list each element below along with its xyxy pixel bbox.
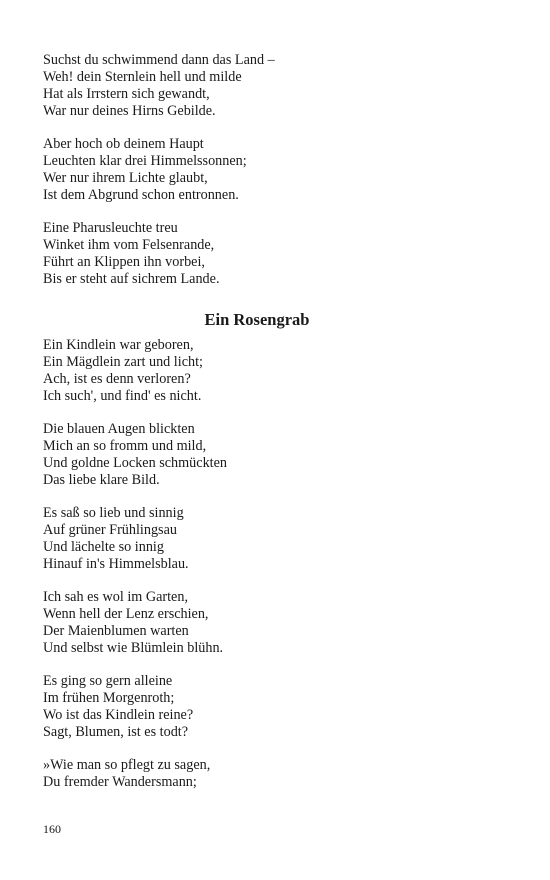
verse-line: Du fremder Wandersmann; [43, 774, 197, 790]
verse-line: War nur deines Hirns Gebilde. [43, 103, 216, 119]
page-number: 160 [43, 822, 61, 836]
verse-line: Ist dem Abgrund schon entronnen. [43, 187, 239, 203]
poem-title: Ein Rosengrab [204, 310, 310, 329]
verse-line: Wenn hell der Lenz erschien, [43, 606, 209, 622]
verse-line: Führt an Klippen ihn vorbei, [43, 254, 205, 270]
verse-line: Weh! dein Sternlein hell und milde [43, 69, 242, 85]
verse-line: Eine Pharusleuchte treu [43, 220, 178, 236]
verse-line: Der Maienblumen warten [43, 623, 189, 639]
verse-line: Auf grüner Frühlingsau [43, 522, 177, 538]
verse-line: Ein Kindlein war geboren, [43, 337, 194, 353]
verse-line: »Wie man so pflegt zu sagen, [43, 757, 211, 773]
stanza [43, 220, 220, 288]
verse-line: Ich sah es wol im Garten, [43, 589, 188, 605]
verse-line: Und selbst wie Blümlein blühn. [43, 640, 224, 656]
stanza [43, 337, 203, 405]
verse-line: Ich such', und find' es nicht. [43, 388, 202, 404]
verse-line: Das liebe klare Bild. [43, 472, 160, 488]
verse-line: Es ging so gern alleine [43, 673, 173, 689]
verse-line: Im frühen Morgenroth; [43, 690, 175, 706]
stanza [43, 673, 193, 741]
stanza [43, 589, 223, 657]
stanza [43, 136, 247, 204]
stanza [43, 757, 210, 791]
verse-line: Hat als Irrstern sich gewandt, [43, 86, 210, 102]
verse-line: Suchst du schwimmend dann das Land – [43, 52, 275, 68]
verse-line: Und goldne Locken schmückten [43, 455, 227, 471]
verse-line: Wer nur ihrem Lichte glaubt, [43, 170, 208, 186]
verse-line: Mich an so fromm und mild, [43, 438, 207, 454]
stanza [43, 421, 227, 489]
verse-line: Ach, ist es denn verloren? [43, 371, 191, 387]
verse-line: Wo ist das Kindlein reine? [43, 707, 194, 723]
verse-line: Sagt, Blumen, ist es todt? [43, 724, 189, 740]
verse-line: Die blauen Augen blickten [43, 421, 195, 437]
stanza [43, 52, 275, 120]
verse-line: Und lächelte so innig [43, 539, 164, 555]
verse-line: Hinauf in's Himmelsblau. [43, 556, 189, 572]
verse-line: Bis er steht auf sichrem Lande. [43, 271, 220, 287]
verse-line: Aber hoch ob deinem Haupt [43, 136, 204, 152]
stanza [43, 505, 189, 573]
verse-line: Winket ihm vom Felsenrande, [43, 237, 215, 253]
verse-line: Es saß so lieb und sinnig [43, 505, 184, 521]
verse-line: Ein Mägdlein zart und licht; [43, 354, 203, 370]
verse-line: Leuchten klar drei Himmelssonnen; [43, 153, 247, 169]
